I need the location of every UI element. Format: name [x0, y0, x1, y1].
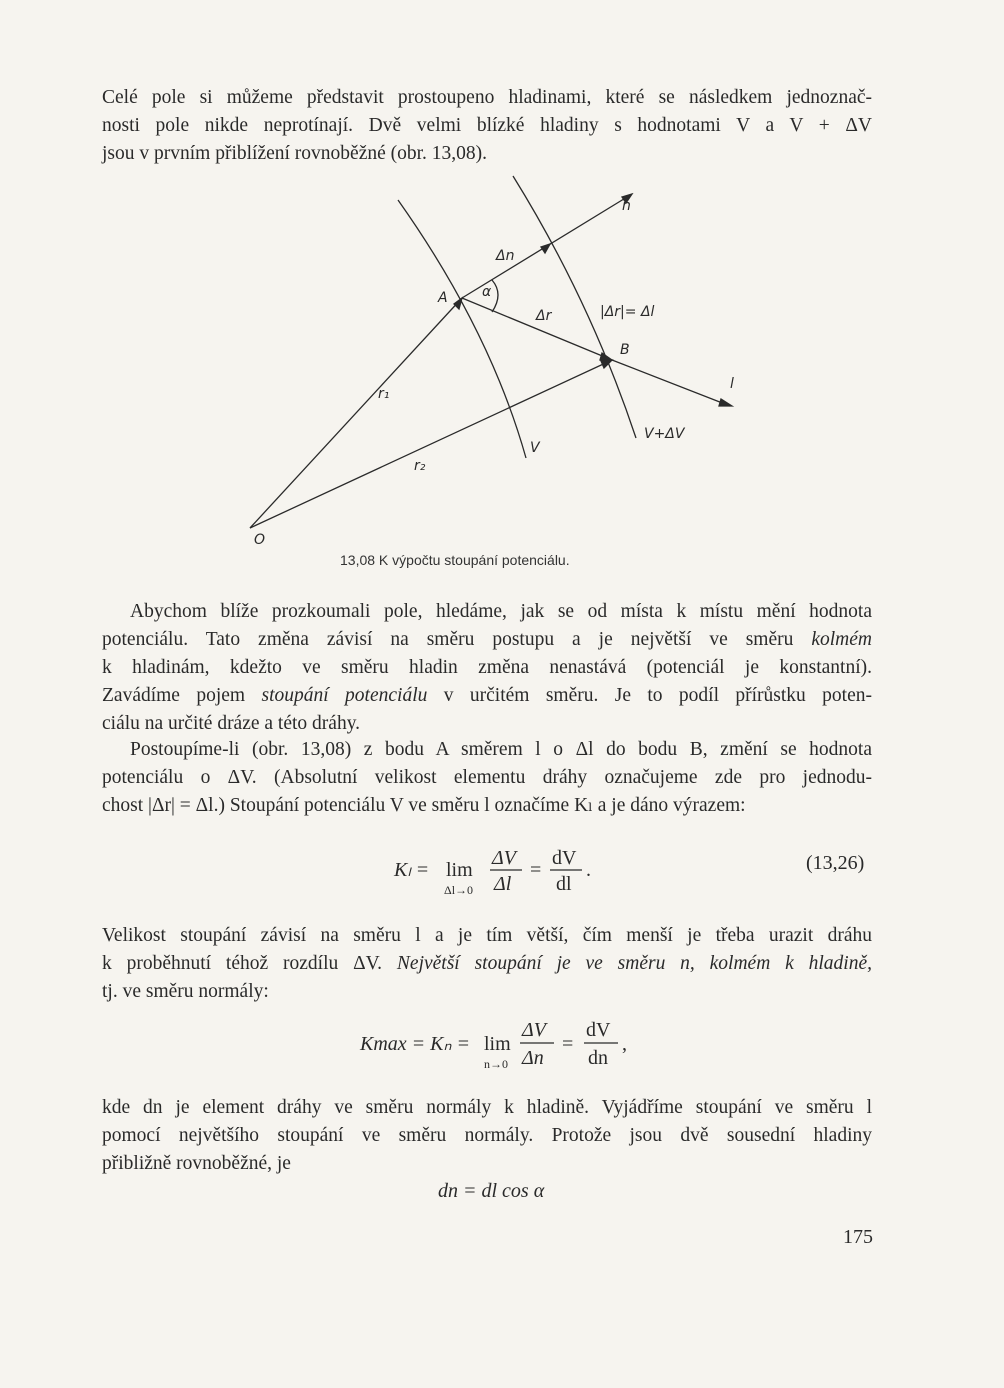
angle-arc	[492, 280, 498, 312]
arrowhead-dr	[600, 353, 612, 360]
eq1-eq: =	[530, 859, 542, 881]
text-line	[102, 682, 872, 710]
text-line: nosti pole nikde neprotínají. Dvě velmi blízké hladiny s hodnotami V a V + ΔV	[102, 115, 872, 136]
eq1-den2: dl	[556, 873, 572, 895]
paragraph-2	[102, 598, 872, 738]
intro-paragraph	[102, 84, 872, 168]
text-line: přibližně rovnoběžné, je	[102, 1153, 291, 1174]
eq2-eq: =	[562, 1033, 574, 1055]
eq2-lim: lim	[484, 1033, 511, 1055]
eq2-sub: n→0	[484, 1057, 508, 1071]
eq2-den2: dn	[588, 1047, 608, 1069]
equipotential-curve-v	[398, 200, 526, 458]
label-r2: r₂	[414, 458, 426, 474]
figure-13-08	[230, 170, 750, 560]
text-line: Abychom blíže prozkoumali pole, hledáme, jak se od místa k místu mění hodnota	[130, 601, 872, 622]
label-l: l	[730, 376, 734, 392]
paragraph-5	[102, 1094, 872, 1178]
eq1-tail: .	[586, 859, 591, 881]
equation-dn: dn = dl cos α	[438, 1180, 545, 1202]
text-line: chost |Δr| = Δl.) Stoupání potenciálu V ve směru l označíme Kₗ a je dáno výrazem:	[102, 795, 746, 816]
figure-caption: 13,08 K výpočtu stoupání potenciálu.	[340, 552, 570, 568]
eq2-tail: ,	[622, 1033, 627, 1055]
eq1-num1: ΔV	[492, 847, 516, 869]
eq1-lhs: Kₗ =	[394, 859, 430, 881]
text-line: jsou v prvním přiblížení rovnoběžné (obr. 13,08).	[102, 143, 488, 164]
text-line: Postoupíme-li (obr. 13,08) z bodu A směrem l o Δl do bodu B, změní se hodnota	[130, 739, 872, 760]
eq2-lhs: Kmax = Kₙ =	[360, 1033, 470, 1055]
italic-span: stoupání potenciálu	[261, 685, 428, 706]
equation-13-26	[390, 840, 620, 900]
equation-number: (13,26)	[806, 852, 865, 874]
eq2-num1: ΔV	[522, 1019, 546, 1041]
text-span: Zavádíme pojem	[102, 685, 262, 706]
label-vdv: V+ΔV	[644, 426, 685, 442]
text-span: k proběhnutí téhož rozdílu ΔV.	[102, 953, 397, 974]
page-number: 175	[843, 1226, 873, 1248]
text-line: ciálu na určité dráze a této dráhy.	[102, 713, 361, 734]
arrowhead-r1	[454, 298, 462, 309]
eq2-num2: dV	[586, 1019, 611, 1041]
eq1-lim: lim	[446, 859, 473, 881]
direction-line-l	[612, 360, 730, 406]
label-b: B	[620, 342, 630, 358]
paragraph-3	[102, 736, 872, 820]
label-a: A	[438, 290, 448, 306]
label-v: V	[530, 440, 540, 456]
italic-span: Největší stoupání je ve směru n, kolmém k hladině,	[396, 953, 872, 974]
label-o: O	[254, 532, 266, 548]
eq1-num2: dV	[552, 847, 577, 869]
text-line: Celé pole si můžeme představit prostoupeno hladinami, které se následkem jednoznač-	[102, 87, 872, 108]
equation-kmax	[356, 1012, 656, 1074]
arrowhead-l	[719, 399, 732, 406]
vector-r1	[250, 298, 462, 528]
arrowhead-dn	[541, 244, 550, 253]
text-line	[102, 950, 872, 978]
eq1-den1: Δl	[494, 873, 512, 895]
label-dr: Δr	[536, 308, 552, 324]
text-line: Velikost stoupání závisí na směru l a je tím větší, čím menší je třeba urazit dráhu	[102, 925, 872, 946]
label-abs-dr: |Δr|= Δl	[600, 304, 655, 320]
label-dn: Δn	[496, 248, 515, 264]
text-line: kde dn je element dráhy ve směru normály k hladině. Vyjádříme stoupání ve směru l	[102, 1097, 872, 1118]
eq1-sub: Δl→0	[444, 883, 474, 897]
text-line: k hladinám, kdežto ve směru hladin změna nenastává (potenciál je konstantní).	[102, 657, 872, 678]
vector-r2	[250, 360, 612, 528]
text-line: potenciálu o ΔV. (Absolutní velikost elementu dráhy označujeme zde pro jednodu-	[102, 767, 872, 788]
italic-span: kolmém	[811, 629, 872, 650]
text-span: potenciálu. Tato změna závisí na směru postupu a je největší ve směru	[102, 629, 812, 650]
label-r1: r₁	[378, 386, 390, 402]
text-line	[102, 626, 872, 654]
text-line: tj. ve směru normály:	[102, 981, 269, 1002]
label-alpha: α	[482, 284, 492, 300]
eq2-den1: Δn	[522, 1047, 544, 1069]
text-line: pomocí největšího stoupání ve směru normály. Protože jsou dvě sousední hladiny	[102, 1125, 872, 1146]
label-n: n	[622, 198, 631, 214]
text-span: v určitém směru. Je to podíl přírůstku poten-	[427, 685, 873, 706]
paragraph-4	[102, 922, 872, 1006]
